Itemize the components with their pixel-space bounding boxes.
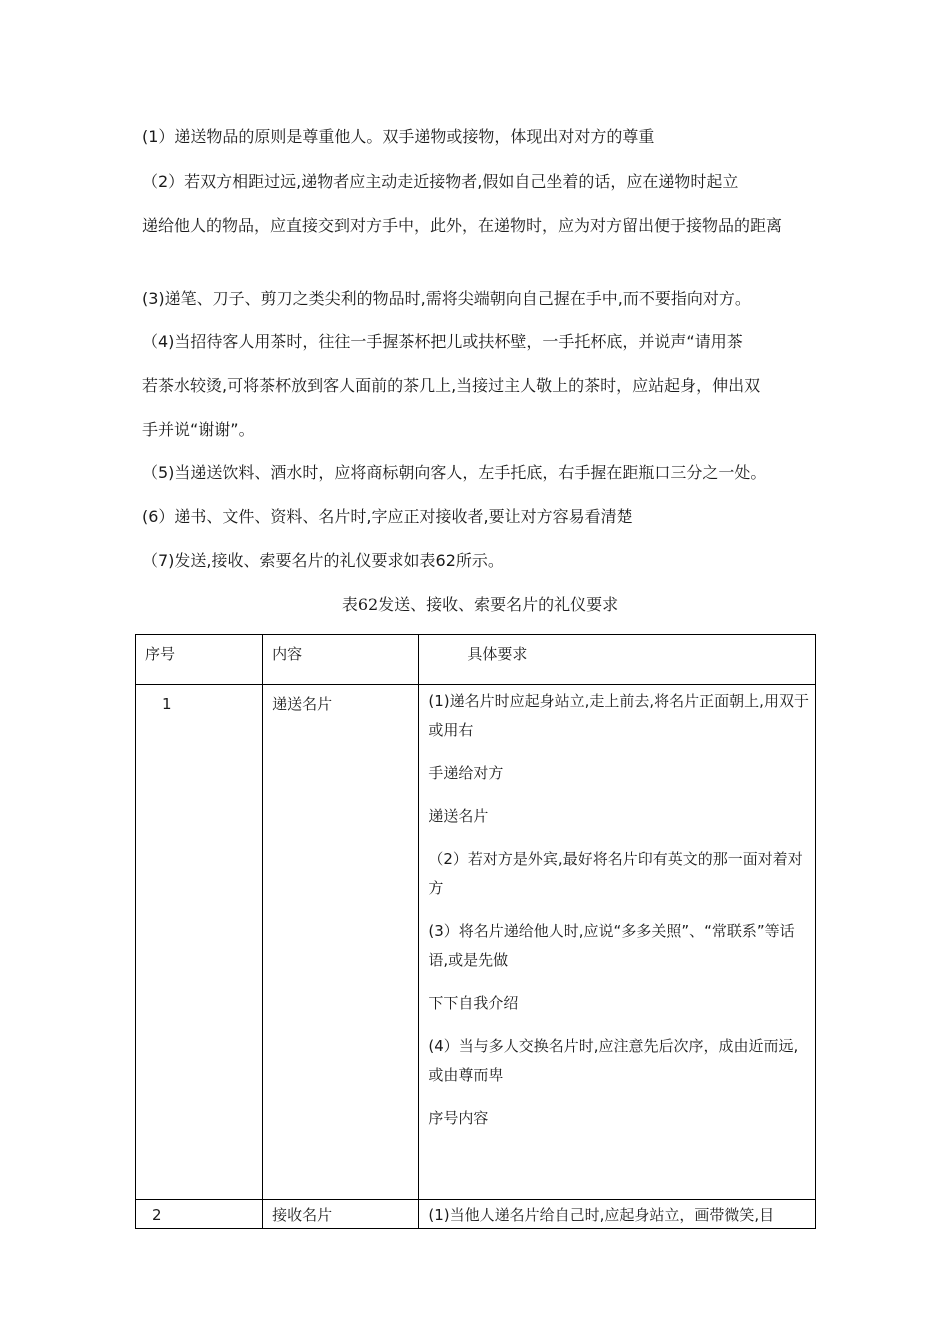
paragraph-7: 手并说“谢谢”。 (142, 420, 255, 439)
paragraph-2: （2）若双方相距过远,递物者应主动走近接物者,假如自己坐着的话，应在递物时起立 (142, 172, 739, 191)
requirement-line: 递送名片 (428, 807, 489, 825)
paragraph-4: (3)递笔、刀子、剪刀之类尖利的物品时,需将尖端朝向自己握在手中,而不要指向对方。 (142, 289, 751, 308)
paragraph-10: （7)发送,接收、索要名片的礼仪要求如表62所示。 (142, 551, 504, 570)
etiquette-table (135, 634, 816, 1229)
table-row (136, 1200, 816, 1229)
requirement-line: (4）当与多人交换名片时,应注意先后次序，成由近而远,或由尊而卑 (428, 1037, 799, 1084)
requirement-line: 手递给对方 (428, 764, 504, 782)
paragraph-6: 若茶水较烫,可将茶杯放到客人面前的茶几上,当接过主人敬上的茶时，应站起身，伸出双 (142, 376, 761, 395)
table-header-row (136, 635, 816, 685)
row-requirements: (1)当他人递名片给自己时,应起身站立，画带微笑,目 (419, 1200, 816, 1229)
paragraph-5: （4)当招待客人用茶时，往往一手握茶杯把儿或扶杯壁，一手托杯底，并说声“请用茶 (142, 332, 743, 351)
row-number: 1 (136, 685, 263, 1200)
paragraph-9: (6）递书、文件、资料、名片时,字应正对接收者,要让对方容易看清楚 (142, 507, 633, 526)
requirement-line: （2）若对方是外宾,最好将名片印有英文的那一面对着对方 (428, 850, 803, 897)
requirement-line: 序号内容 (428, 1109, 489, 1127)
requirement-line: (1)递名片时应起身站立,走上前去,将名片正面朝上,用双于或用右 (428, 692, 809, 739)
row-content: 接收名片 (263, 1200, 419, 1229)
row-content: 递送名片 (263, 685, 419, 1200)
table-row (136, 685, 816, 1200)
header-number: 序号 (136, 635, 263, 685)
paragraph-8: （5)当递送饮料、酒水时，应将商标朝向客人，左手托底，右手握在距瓶口三分之一处。 (142, 463, 767, 482)
paragraph-1: (1）递送物品的原则是尊重他人。双手递物或接物，体现出对对方的尊重 (142, 127, 655, 146)
header-content: 内容 (263, 635, 419, 685)
header-requirements: 具体要求 (419, 635, 816, 685)
row-number: 2 (136, 1200, 263, 1229)
row-requirements (419, 685, 816, 1200)
table-caption: 表62发送、接收、索要名片的礼仪要求 (341, 595, 619, 614)
requirement-line: 下下自我介绍 (428, 994, 519, 1012)
requirement-line: (3）将名片递给他人时,应说“多多关照”、“常联系”等话语,或是先做 (428, 922, 795, 969)
paragraph-3: 递给他人的物品，应直接交到对方手中，此外，在递物时，应为对方留出便于接物品的距离 (142, 216, 783, 235)
